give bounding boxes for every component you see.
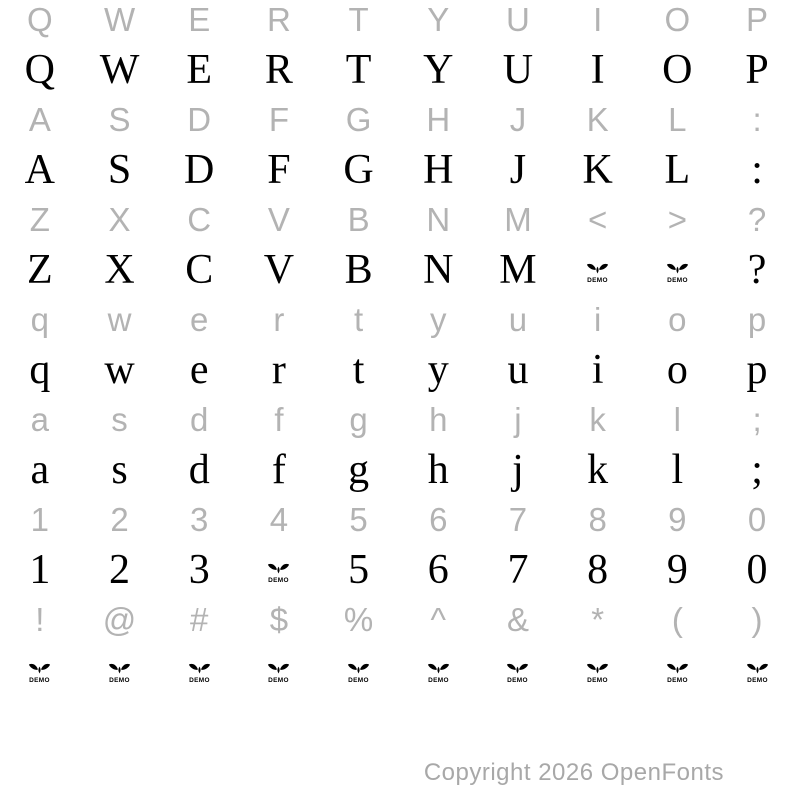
glyph-cell: 1 bbox=[29, 547, 51, 593]
glyph-cell: Q bbox=[24, 47, 56, 93]
glyph-cell: g bbox=[349, 401, 368, 438]
specimen-row bbox=[0, 40, 797, 100]
glyph-cell: ! bbox=[35, 601, 45, 638]
glyph-cell: ? bbox=[747, 247, 767, 293]
glyph-cell: > bbox=[667, 201, 687, 238]
reference-row bbox=[0, 300, 797, 340]
glyph-cell: O bbox=[662, 47, 693, 93]
glyph-cell: j bbox=[514, 401, 522, 438]
glyph-cell: 3 bbox=[188, 547, 210, 593]
glyph-cell: k bbox=[589, 401, 606, 438]
demo-label: DEMO bbox=[507, 676, 529, 683]
specimen-row bbox=[0, 240, 797, 300]
glyph-cell: K bbox=[586, 101, 609, 138]
glyph-cell: f bbox=[271, 447, 286, 493]
demo-label: DEMO bbox=[587, 676, 608, 683]
glyph-cell: I bbox=[593, 1, 603, 38]
demo-fleuron-icon bbox=[28, 663, 51, 683]
glyph-cell: e bbox=[189, 347, 209, 393]
glyph-cell: a bbox=[30, 447, 50, 493]
glyph-cell: d bbox=[188, 447, 210, 493]
glyph-cell: o bbox=[666, 347, 688, 393]
glyph-cell: q bbox=[30, 301, 50, 338]
demo-fleuron-icon bbox=[267, 563, 290, 583]
glyph-cell: K bbox=[582, 147, 613, 193]
demo-label: DEMO bbox=[268, 676, 290, 683]
glyph-cell: g bbox=[348, 447, 370, 493]
reference-row bbox=[0, 100, 797, 140]
specimen-row bbox=[0, 640, 797, 700]
glyph-cell: ; bbox=[751, 447, 763, 493]
reference-row bbox=[0, 600, 797, 640]
glyph-cell: r bbox=[271, 347, 286, 393]
demo-glyph bbox=[159, 640, 239, 700]
demo-label: DEMO bbox=[667, 676, 688, 683]
glyph-cell: p bbox=[746, 347, 768, 393]
demo-glyph bbox=[638, 640, 718, 700]
demo-fleuron-icon bbox=[506, 663, 529, 683]
demo-glyph bbox=[717, 640, 797, 700]
glyph-cell: u bbox=[508, 301, 528, 338]
glyph-cell: O bbox=[664, 1, 691, 38]
glyph-cell: : bbox=[751, 147, 763, 193]
glyph-cell: 9 bbox=[666, 547, 688, 593]
glyph-cell: R bbox=[266, 1, 291, 38]
reference-row bbox=[0, 500, 797, 540]
glyph-cell: 9 bbox=[668, 501, 687, 538]
demo-label: DEMO bbox=[667, 276, 688, 283]
copyright-text: Copyright 2026 OpenFonts bbox=[423, 759, 724, 786]
glyph-cell: 4 bbox=[269, 501, 289, 538]
demo-fleuron-icon bbox=[188, 663, 211, 683]
glyph-cell: # bbox=[190, 601, 209, 638]
demo-label: DEMO bbox=[188, 676, 210, 683]
glyph-cell: M bbox=[504, 201, 532, 238]
glyph-cell: D bbox=[184, 147, 215, 193]
glyph-cell: w bbox=[104, 347, 135, 393]
demo-glyph bbox=[80, 640, 160, 700]
glyph-cell: P bbox=[745, 47, 769, 93]
specimen-row bbox=[0, 140, 797, 200]
glyph-cell: 6 bbox=[429, 501, 448, 538]
glyph-cell: L bbox=[668, 101, 687, 138]
glyph-cell: A bbox=[28, 101, 51, 138]
glyph-cell: S bbox=[108, 101, 131, 138]
glyph-cell: < bbox=[588, 201, 608, 238]
glyph-cell: Z bbox=[29, 201, 50, 238]
glyph-cell: 2 bbox=[109, 547, 131, 593]
glyph-cell: E bbox=[186, 47, 213, 93]
glyph-cell: u bbox=[507, 347, 529, 393]
glyph-cell: @ bbox=[102, 601, 137, 638]
demo-fleuron-icon bbox=[746, 663, 769, 683]
glyph-cell: F bbox=[267, 147, 291, 193]
demo-glyph bbox=[638, 240, 718, 300]
glyph-cell: J bbox=[509, 101, 527, 138]
demo-fleuron-icon bbox=[347, 663, 370, 683]
glyph-cell: C bbox=[185, 247, 214, 293]
glyph-cell: $ bbox=[269, 601, 289, 638]
glyph-cell: d bbox=[190, 401, 209, 438]
demo-glyph bbox=[398, 640, 478, 700]
glyph-cell: ( bbox=[671, 601, 683, 638]
glyph-cell: F bbox=[268, 101, 289, 138]
glyph-cell: V bbox=[263, 247, 295, 293]
glyph-cell: I bbox=[590, 47, 605, 93]
glyph-cell: & bbox=[506, 601, 529, 638]
glyph-cell: 0 bbox=[746, 547, 768, 593]
demo-glyph bbox=[0, 640, 80, 700]
glyph-cell: Z bbox=[27, 247, 53, 293]
specimen-row bbox=[0, 340, 797, 400]
glyph-cell: 1 bbox=[30, 501, 50, 538]
glyph-cell: Y bbox=[423, 47, 454, 93]
demo-fleuron-icon bbox=[666, 663, 689, 683]
glyph-cell: * bbox=[591, 601, 605, 638]
demo-glyph bbox=[239, 540, 319, 600]
glyph-cell: H bbox=[426, 101, 451, 138]
glyph-cell: E bbox=[188, 1, 211, 38]
glyph-cell: f bbox=[274, 401, 284, 438]
glyph-cell: e bbox=[190, 301, 209, 338]
demo-fleuron-icon bbox=[108, 663, 131, 683]
glyph-cell: q bbox=[29, 347, 51, 393]
demo-label: DEMO bbox=[427, 676, 449, 683]
demo-label: DEMO bbox=[268, 576, 290, 583]
glyph-cell: 7 bbox=[508, 501, 528, 538]
glyph-cell: j bbox=[512, 447, 524, 493]
glyph-cell: M bbox=[499, 247, 537, 293]
glyph-cell: Q bbox=[27, 1, 53, 38]
specimen-row bbox=[0, 440, 797, 500]
glyph-cell: w bbox=[107, 301, 132, 338]
glyph-cell: 3 bbox=[190, 501, 209, 538]
demo-label: DEMO bbox=[348, 676, 369, 683]
glyph-cell: k bbox=[587, 447, 609, 493]
glyph-cell: C bbox=[187, 201, 212, 238]
glyph-cell: 5 bbox=[349, 501, 368, 538]
demo-fleuron-icon bbox=[666, 263, 689, 283]
glyph-cell: y bbox=[430, 301, 447, 338]
glyph-cell: T bbox=[348, 1, 369, 38]
glyph-cell: p bbox=[747, 301, 767, 338]
glyph-cell: l bbox=[673, 401, 682, 438]
glyph-cell: ) bbox=[751, 601, 763, 638]
demo-glyph bbox=[558, 640, 638, 700]
glyph-cell: J bbox=[509, 147, 527, 193]
glyph-cell: 8 bbox=[587, 547, 609, 593]
glyph-cell: A bbox=[24, 147, 56, 193]
glyph-cell: % bbox=[343, 601, 374, 638]
glyph-cell: B bbox=[347, 201, 370, 238]
glyph-cell: T bbox=[345, 47, 372, 93]
glyph-cell: t bbox=[352, 347, 365, 393]
glyph-cell: a bbox=[30, 401, 50, 438]
glyph-cell: 8 bbox=[588, 501, 607, 538]
glyph-cell: y bbox=[427, 347, 449, 393]
glyph-cell: s bbox=[111, 447, 128, 493]
glyph-cell: ^ bbox=[430, 601, 447, 638]
demo-fleuron-icon bbox=[427, 663, 450, 683]
glyph-cell: D bbox=[187, 101, 212, 138]
demo-label: DEMO bbox=[29, 676, 51, 683]
glyph-cell: N bbox=[423, 247, 454, 293]
demo-label: DEMO bbox=[587, 276, 608, 283]
glyph-cell: H bbox=[423, 147, 454, 193]
glyph-cell: o bbox=[668, 301, 687, 338]
glyph-cell: B bbox=[344, 247, 373, 293]
glyph-cell: 6 bbox=[427, 547, 449, 593]
glyph-cell: 2 bbox=[110, 501, 129, 538]
glyph-cell: r bbox=[273, 301, 285, 338]
glyph-cell: R bbox=[264, 47, 293, 93]
glyph-cell: U bbox=[502, 47, 534, 93]
glyph-cell: W bbox=[103, 1, 136, 38]
glyph-cell: S bbox=[107, 147, 132, 193]
glyph-cell: N bbox=[426, 201, 451, 238]
glyph-cell: i bbox=[593, 301, 602, 338]
glyph-cell: 5 bbox=[348, 547, 370, 593]
demo-glyph bbox=[478, 640, 558, 700]
glyph-cell: t bbox=[354, 301, 364, 338]
demo-label: DEMO bbox=[746, 676, 768, 683]
glyph-cell: 7 bbox=[507, 547, 529, 593]
glyph-cell: P bbox=[746, 1, 769, 38]
demo-fleuron-icon bbox=[267, 663, 290, 683]
glyph-cell: Y bbox=[427, 1, 450, 38]
glyph-cell: X bbox=[104, 247, 135, 293]
demo-fleuron-icon bbox=[586, 263, 609, 283]
glyph-cell: i bbox=[591, 347, 604, 393]
specimen-row bbox=[0, 540, 797, 600]
demo-glyph bbox=[239, 640, 319, 700]
demo-glyph bbox=[319, 640, 399, 700]
glyph-cell: s bbox=[111, 401, 128, 438]
glyph-cell: ? bbox=[747, 201, 767, 238]
glyph-cell: 0 bbox=[747, 501, 767, 538]
glyph-cell: G bbox=[343, 147, 374, 193]
glyph-cell: h bbox=[429, 401, 448, 438]
glyph-cell: U bbox=[506, 1, 530, 38]
reference-row bbox=[0, 200, 797, 240]
glyph-cell: l bbox=[671, 447, 684, 493]
glyph-cell: X bbox=[108, 201, 131, 238]
glyph-cell: h bbox=[427, 447, 449, 493]
glyph-cell: W bbox=[99, 47, 140, 93]
reference-row bbox=[0, 400, 797, 440]
glyph-cell: V bbox=[267, 201, 290, 238]
glyph-cell: : bbox=[752, 101, 762, 138]
demo-label: DEMO bbox=[109, 676, 130, 683]
glyph-cell: ; bbox=[752, 401, 762, 438]
demo-glyph bbox=[558, 240, 638, 300]
demo-fleuron-icon bbox=[586, 663, 609, 683]
glyph-cell: L bbox=[664, 147, 691, 193]
glyph-cell: G bbox=[345, 101, 372, 138]
reference-row bbox=[0, 0, 797, 40]
